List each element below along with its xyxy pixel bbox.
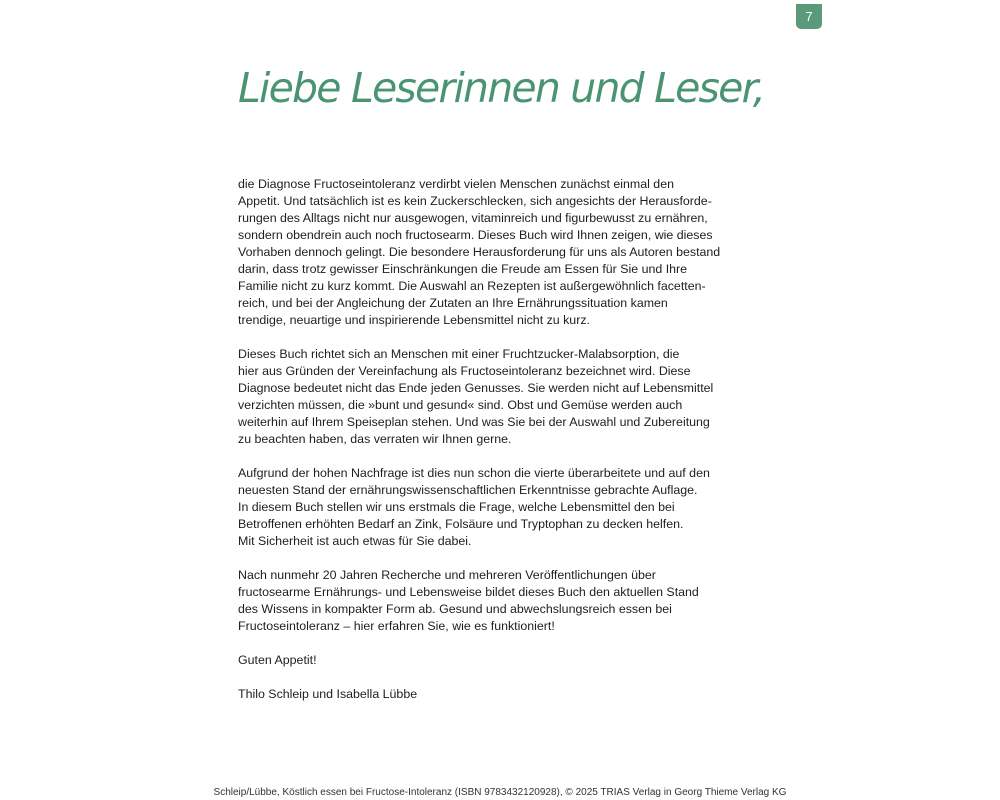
text-line: Mit Sicherheit ist auch etwas für Sie dabei.: [238, 534, 472, 548]
copyright-footer: Schleip/Lübbe, Köstlich essen bei Fructose-Intoleranz (ISBN 9783432120928), © 2025 TRIAS Verlag in Georg Thieme Verlag KG: [213, 787, 787, 798]
text-line: zu beachten haben, das verraten wir Ihnen gerne.: [238, 432, 512, 446]
text-line: reich, und bei der Angleichung der Zutaten an Ihre Ernährungssituation kamen: [238, 296, 668, 310]
text-line: Betroffenen erhöhten Bedarf an Zink, Folsäure und Tryptophan zu decken helfen.: [238, 517, 684, 531]
paragraph-intro: [238, 176, 721, 329]
text-line: die Diagnose Fructoseintoleranz verdirbt vielen Menschen zunächst einmal den: [238, 177, 674, 191]
text-line: weiterhin auf Ihrem Speiseplan stehen. Und was Sie bei der Auswahl und Zubereitung: [238, 415, 710, 429]
text-line: Nach nunmehr 20 Jahren Recherche und mehreren Veröffentlichungen über: [238, 568, 656, 582]
text-line: Dieses Buch richtet sich an Menschen mit einer Fruchtzucker-Malabsorption, die: [238, 347, 680, 361]
page-number-badge: 7: [796, 4, 822, 29]
text-line: Guten Appetit!: [238, 653, 317, 667]
page-heading: Liebe Leserinnen und Leser,: [238, 64, 765, 112]
text-line: Thilo Schleip und Isabella Lübbe: [238, 687, 418, 701]
text-line: Fructoseintoleranz – hier erfahren Sie, wie es funktioniert!: [238, 619, 555, 633]
text-line: darin, dass trotz gewisser Einschränkungen die Freude am Essen für Sie und Ihre: [238, 262, 688, 276]
text-line: Familie nicht zu kurz kommt. Die Auswahl an Rezepten ist außergewöhnlich facetten-: [238, 279, 706, 293]
paragraph-edition: [238, 465, 708, 550]
text-line: Vorhaben dennoch gelingt. Die besondere Herausforderung für uns als Autoren bestand: [238, 245, 721, 259]
text-line: Appetit. Und tatsächlich ist es kein Zuckerschlecken, sich angesichts der Herausforde-: [238, 194, 712, 208]
text-line: verzichten müssen, die »bunt und gesund« sind. Obst und Gemüse werden auch: [238, 398, 683, 412]
letter-body: [238, 176, 721, 720]
text-line: In diesem Buch stellen wir uns erstmals die Frage, welche Lebensmittel den bei: [238, 500, 675, 514]
text-line: neuesten Stand der ernährungswissenschaftlichen Erkenntnisse gebrachte Auflage.: [238, 483, 698, 497]
paragraph-research: [238, 567, 708, 635]
text-line: Diagnose bedeutet nicht das Ende jeden Genusses. Sie werden nicht auf Lebensmittel: [238, 381, 714, 395]
text-line: Aufgrund der hohen Nachfrage ist dies nun schon die vierte überarbeitete und auf den: [238, 466, 710, 480]
paragraph-audience: [238, 346, 714, 448]
paragraph-signature: [238, 686, 708, 703]
text-line: sondern obendrein auch noch fructosearm. Dieses Buch wird Ihnen zeigen, wie dieses: [238, 228, 713, 242]
text-line: trendige, neuartige und inspirierende Lebensmittel nicht zu kurz.: [238, 313, 590, 327]
text-line: des Wissens in kompakter Form ab. Gesund und abwechslungsreich essen bei: [238, 602, 672, 616]
text-line: fructosearme Ernährungs- und Lebensweise bildet dieses Buch den aktuellen Stand: [238, 585, 699, 599]
paragraph-greeting: [238, 652, 708, 669]
text-line: rungen des Alltags nicht nur ausgewogen, vitaminreich und figurbewusst zu ernähren,: [238, 211, 708, 225]
text-line: hier aus Gründen der Vereinfachung als Fructoseintoleranz bezeichnet wird. Diese: [238, 364, 691, 378]
